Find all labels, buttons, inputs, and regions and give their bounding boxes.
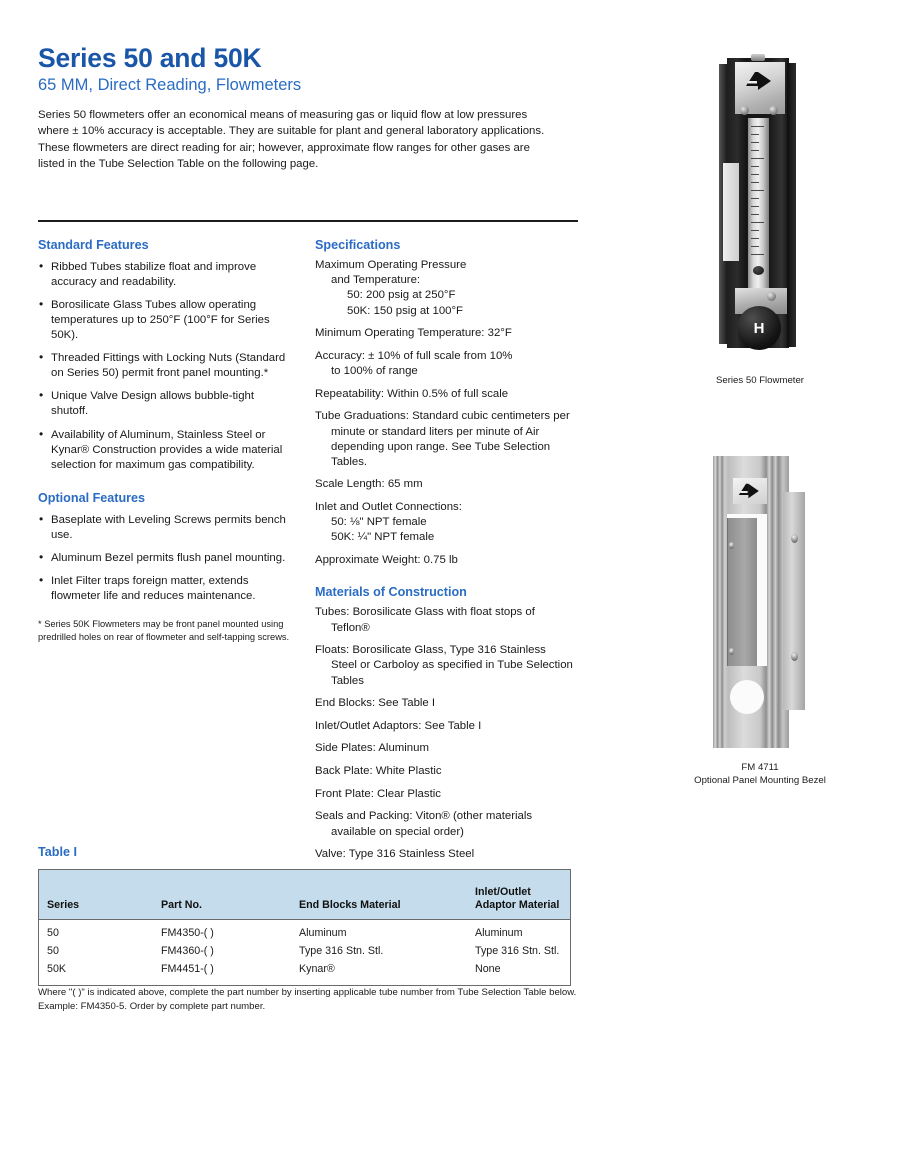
bezel-screw: [791, 652, 798, 661]
cell-adaptor: Aluminum: [475, 927, 523, 939]
column-header-part-no: Part No.: [153, 870, 291, 920]
spec-label: Maximum Operating Pressure: [315, 259, 467, 272]
cell-series: 50K: [47, 963, 67, 976]
material-item: Valve: Type 316 Stainless Steel: [315, 848, 475, 861]
material-item: Tubes: Borosilicate Glass with float stops of Teflon®: [315, 606, 535, 634]
table-i-title: Table I: [38, 845, 77, 859]
cell-part-no: FM4360-( ): [161, 945, 214, 958]
spec-accuracy: [315, 349, 573, 379]
flowmeter-scale-label: [723, 163, 739, 261]
list-item: • Threaded Fittings with Locking Nuts (Standard on Series 50) permit front panel mounting.*: [38, 351, 291, 381]
spec-connections-50: 50: ⅛" NPT female: [331, 516, 427, 529]
cell-end-blocks: Type 316 Stn. Stl.: [299, 945, 384, 958]
flowmeter-photo: [715, 58, 805, 363]
list-item: • Ribbed Tubes stabilize float and improve accuracy and readability.: [38, 260, 291, 290]
cell-part-no: FM4451-( ): [161, 963, 214, 976]
table-body: [39, 920, 571, 986]
flowmeter-screw: [767, 292, 776, 301]
figure-caption-line2: Optional Panel Mounting Bezel: [694, 774, 826, 786]
flowmeter-right-side-plate: [787, 63, 796, 347]
list-item: • Baseplate with Leveling Screws permits bench use.: [38, 513, 291, 543]
material-item: Front Plate: Clear Plastic: [315, 787, 441, 800]
table-row: [39, 961, 571, 985]
material-item: Side Plates: Aluminum: [315, 742, 429, 755]
bezel-screw: [729, 542, 734, 549]
spec-repeatability: Repeatability: Within 0.5% of full scale: [315, 387, 509, 400]
page-header: [38, 44, 578, 172]
column-header-series: Series: [39, 870, 154, 920]
list-item: • Aluminum Bezel permits flush panel mounting.: [38, 551, 291, 566]
spec-graduations: Tube Graduations: Standard cubic centimeters per minute or standard liters per minute of Air depending upon range. See Tube Selection Tables.: [315, 410, 570, 468]
column-header-end-blocks: End Blocks Material: [291, 870, 467, 920]
table-row: [39, 943, 571, 961]
spec-value-50: 50: 200 psig at 250°F: [347, 289, 456, 302]
flowmeter-top-fitting: [751, 54, 765, 61]
spec-value: and Temperature:: [331, 274, 421, 287]
intro-paragraph: Series 50 flowmeters offer an economical means of measuring gas or liquid flow at low pressures where ± 10% accuracy is acceptable. They are suitable for plant and general laboratory applications. These flowmeters are direct reading for air; however, approximate flow ranges for other gases are listed in the Tube Selection Table on the following page.: [38, 109, 545, 170]
column-header-adaptor: Inlet/Outlet Adaptor Material: [467, 870, 571, 920]
list-item: • Availability of Aluminum, Stainless Steel or Kynar® Construction provides a wide material selection for maximum gas compatibility.: [38, 428, 291, 473]
table-header-row: [39, 870, 571, 920]
material-item: Back Plate: White Plastic: [315, 765, 442, 778]
optional-features-heading: Optional Features: [38, 490, 146, 505]
aalborg-a-logo-icon: [745, 70, 775, 92]
spec-connections: [315, 500, 573, 545]
table-i: [38, 869, 571, 986]
table-header: [39, 870, 571, 920]
material-item: End Blocks: See Table I: [315, 697, 436, 710]
flowmeter-screw: [769, 106, 778, 115]
bezel-side-plate: [783, 492, 805, 710]
cell-end-blocks: Kynar®: [299, 963, 335, 976]
optional-features-list: [38, 513, 291, 604]
aalborg-a-logo-icon: [738, 482, 762, 500]
spec-scale-length: Scale Length: 65 mm: [315, 478, 423, 491]
spec-accuracy-line1: Accuracy: ± 10% of full scale from 10%: [315, 349, 513, 362]
bezel-screw: [791, 534, 798, 543]
spec-value-50k: 50K: 150 psig at 100°F: [347, 304, 464, 317]
cell-adaptor: None: [475, 963, 501, 976]
figure-caption-line1: FM 4711: [741, 762, 779, 773]
standard-features-heading: Standard Features: [38, 238, 149, 252]
flowmeter-glass-tube: [748, 118, 769, 291]
bezel-photo: [705, 452, 815, 752]
spec-max-pressure: [315, 258, 573, 319]
list-item: • Inlet Filter traps foreign matter, extends flowmeter life and reduces maintenance.: [38, 574, 291, 604]
specifications-heading: Specifications: [315, 238, 401, 252]
spec-weight: Approximate Weight: 0.75 lb: [315, 554, 458, 567]
cell-adaptor: Type 316 Stn. Stl.: [475, 945, 560, 958]
spec-accuracy-line2: to 100% of range: [331, 365, 418, 378]
material-item: Inlet/Outlet Adaptors: See Table I: [315, 719, 482, 732]
bezel-screw: [729, 648, 734, 655]
list-item: • Borosilicate Glass Tubes allow operating temperatures up to 250°F (100°F for Series 50K).: [38, 298, 291, 343]
bezel-knob-hole: [730, 680, 764, 714]
flowmeter-float: [753, 266, 764, 275]
spec-connections-label: Inlet and Outlet Connections:: [315, 501, 462, 514]
page-subtitle: 65 MM, Direct Reading, Flowmeters: [38, 76, 302, 95]
cell-end-blocks: Aluminum: [299, 927, 347, 939]
material-item: Seals and Packing: Viton® (other materials available on special order): [315, 810, 533, 838]
middle-column: [315, 238, 573, 870]
table-i-note: Where "( )" is indicated above, complete the part number by inserting applicable tube number from Tube Selection Table below. Example: FM4350-5. Order by complete part number.: [38, 987, 577, 1012]
optional-features-footnote: * Series 50K Flowmeters may be front panel mounted using predrilled holes on rear of flowmeter and self-tapping screws.: [38, 619, 290, 642]
spec-connections-50k: 50K: ¼" NPT female: [331, 531, 435, 544]
bezel-slot-highlight: [757, 514, 767, 666]
spec-min-temperature: Minimum Operating Temperature: 32°F: [315, 327, 512, 340]
cell-part-no: FM4350-( ): [161, 927, 214, 939]
figure-caption: Series 50 Flowmeter: [716, 375, 804, 386]
cell-series: 50: [47, 927, 59, 939]
flowmeter-valve-knob: H: [737, 306, 781, 350]
header-divider: [38, 220, 578, 222]
standard-features-list: [38, 260, 291, 473]
cell-series: 50: [47, 945, 59, 958]
materials-heading: Materials of Construction: [315, 585, 467, 600]
figure-fm-4711-bezel: [640, 452, 880, 788]
left-column: [38, 238, 291, 643]
material-item: Floats: Borosilicate Glass, Type 316 Stainless Steel or Carboloy as specified in Tube Selection Tables: [315, 644, 573, 687]
flowmeter-screw: [740, 106, 749, 115]
page-title: Series 50 and 50K: [38, 43, 262, 73]
figure-series-50-flowmeter: [640, 58, 880, 388]
table-row: [39, 920, 571, 943]
bezel-window-slot: [727, 518, 758, 666]
list-item: • Unique Valve Design allows bubble-tight shutoff.: [38, 389, 291, 419]
